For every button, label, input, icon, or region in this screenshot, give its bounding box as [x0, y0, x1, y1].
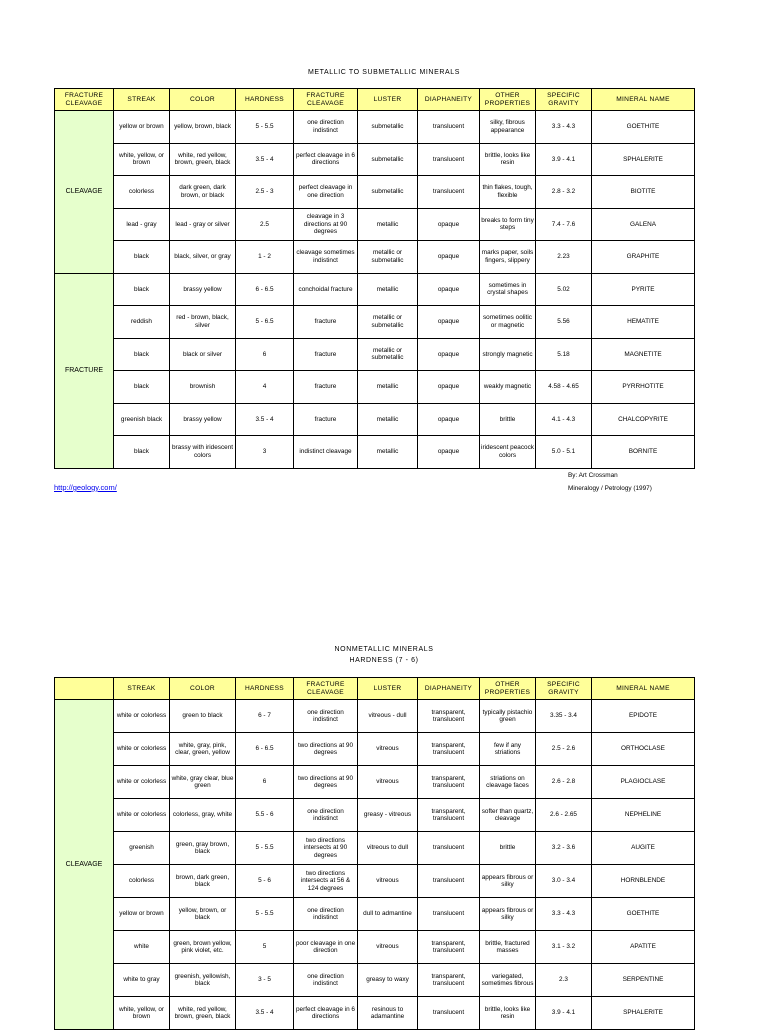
luster-cell: submetallic — [358, 176, 418, 209]
specific-gravity-cell: 7.4 - 7.6 — [536, 208, 592, 241]
luster-cell: greasy - vitreous — [358, 799, 418, 832]
diaphaneity-cell: translucent — [418, 997, 480, 1030]
diaphaneity-cell: opaque — [418, 241, 480, 274]
fracture-cell: two directions intersects at 56 & 124 degrees — [294, 865, 358, 898]
table2-subtitle: HARDNESS (7 - 6) — [349, 657, 419, 664]
fracture-cell: cleavage in 3 directions at 90 degrees — [294, 208, 358, 241]
hardness-cell: 3 — [236, 436, 294, 469]
streak-cell: greenish — [114, 832, 170, 865]
other-properties-cell: variegated, sometimes fibrous — [480, 964, 536, 997]
other-properties-cell: softer than quartz, cleavage — [480, 799, 536, 832]
other-properties-cell: breaks to form tiny steps — [480, 208, 536, 241]
table-row — [55, 208, 695, 241]
fracture-cell: one direction indistinct — [294, 111, 358, 144]
specific-gravity-cell: 3.2 - 3.6 — [536, 832, 592, 865]
fracture-cell: conchoidal fracture — [294, 273, 358, 306]
streak-cell: white or colorless — [114, 766, 170, 799]
mineral-name-cell: GRAPHITE — [592, 241, 695, 274]
diaphaneity-cell: translucent — [418, 176, 480, 209]
color-cell: brown, dark green, black — [170, 865, 236, 898]
table-row — [55, 371, 695, 404]
table-row — [55, 403, 695, 436]
luster-cell: vitreous — [358, 766, 418, 799]
luster-cell: vitreous — [358, 733, 418, 766]
diaphaneity-cell: transparent, translucent — [418, 766, 480, 799]
luster-cell: resinous to adamantine — [358, 997, 418, 1030]
fracture-cell: one direction indistinct — [294, 700, 358, 733]
luster-cell: metallic or submetallic — [358, 338, 418, 371]
fracture-cell: fracture — [294, 403, 358, 436]
specific-gravity-cell: 3.3 - 4.3 — [536, 898, 592, 931]
color-cell: black or silver — [170, 338, 236, 371]
specific-gravity-cell: 5.56 — [536, 306, 592, 339]
credit-author: By: Art Crossman — [568, 472, 618, 479]
diaphaneity-cell: transparent, translucent — [418, 931, 480, 964]
header-cell: STREAK — [114, 89, 170, 111]
other-properties-cell: strongly magnetic — [480, 338, 536, 371]
luster-cell: metallic or submetallic — [358, 306, 418, 339]
streak-cell: black — [114, 273, 170, 306]
specific-gravity-cell: 3.9 - 4.1 — [536, 997, 592, 1030]
fracture-cell: cleavage sometimes indistinct — [294, 241, 358, 274]
hardness-cell: 5 - 6 — [236, 865, 294, 898]
diaphaneity-cell: transparent, translucent — [418, 964, 480, 997]
specific-gravity-cell: 3.35 - 3.4 — [536, 700, 592, 733]
hardness-cell: 3 - 5 — [236, 964, 294, 997]
header-cell: LUSTER — [358, 678, 418, 700]
color-cell: brassy yellow — [170, 403, 236, 436]
diaphaneity-cell: transparent, translucent — [418, 733, 480, 766]
header-cell: FRACTURE CLEAVAGE — [55, 89, 114, 111]
hardness-cell: 6 - 6.5 — [236, 733, 294, 766]
table-row — [55, 143, 695, 176]
streak-cell: white to gray — [114, 964, 170, 997]
specific-gravity-cell: 4.1 - 4.3 — [536, 403, 592, 436]
color-cell: greenish, yellowish, black — [170, 964, 236, 997]
specific-gravity-cell: 2.6 - 2.65 — [536, 799, 592, 832]
other-properties-cell: typically pistachio green — [480, 700, 536, 733]
specific-gravity-cell: 2.5 - 2.6 — [536, 733, 592, 766]
table-row — [55, 338, 695, 371]
mineral-name-cell: BIOTITE — [592, 176, 695, 209]
header-cell: DIAPHANEITY — [418, 89, 480, 111]
specific-gravity-cell: 5.02 — [536, 273, 592, 306]
header-cell: MINERAL NAME — [592, 678, 695, 700]
mineral-name-cell: PLAGIOCLASE — [592, 766, 695, 799]
diaphaneity-cell: translucent — [418, 832, 480, 865]
other-properties-cell: sometimes oolitic or magnetic — [480, 306, 536, 339]
fracture-cell: poor cleavage in one direction — [294, 931, 358, 964]
header-cell: MINERAL NAME — [592, 89, 695, 111]
fracture-cell: indistinct cleavage — [294, 436, 358, 469]
header-cell: HARDNESS — [236, 89, 294, 111]
specific-gravity-cell: 2.8 - 3.2 — [536, 176, 592, 209]
header-cell: LUSTER — [358, 89, 418, 111]
hardness-cell: 6 - 6.5 — [236, 273, 294, 306]
specific-gravity-cell: 2.23 — [536, 241, 592, 274]
mineral-name-cell: CHALCOPYRITE — [592, 403, 695, 436]
table-row — [55, 306, 695, 339]
mineral-name-cell: PYRRHOTITE — [592, 371, 695, 404]
header-cell: SPECIFIC GRAVITY — [536, 89, 592, 111]
streak-cell: white or colorless — [114, 799, 170, 832]
mineral-name-cell: SERPENTINE — [592, 964, 695, 997]
mineral-name-cell: APATITE — [592, 931, 695, 964]
streak-cell: reddish — [114, 306, 170, 339]
table2-title: NONMETALLIC MINERALS — [334, 646, 434, 653]
color-cell: green, brown yellow, pink violet, etc. — [170, 931, 236, 964]
other-properties-cell: brittle, looks like resin — [480, 143, 536, 176]
mineral-name-cell: GOETHITE — [592, 111, 695, 144]
table-row — [55, 832, 695, 865]
fracture-cell: one direction indistinct — [294, 799, 358, 832]
other-properties-cell: silky, fibrous appearance — [480, 111, 536, 144]
mineral-name-cell: GALENA — [592, 208, 695, 241]
other-properties-cell: thin flakes, tough, flexible — [480, 176, 536, 209]
streak-cell: yellow or brown — [114, 898, 170, 931]
other-properties-cell: weakly magnetic — [480, 371, 536, 404]
table-row — [55, 241, 695, 274]
streak-cell: black — [114, 241, 170, 274]
streak-cell: colorless — [114, 176, 170, 209]
table-row — [55, 111, 695, 144]
fracture-cell: two directions at 90 degrees — [294, 733, 358, 766]
header-cell: COLOR — [170, 678, 236, 700]
fracture-cell: perfect cleavage in 6 directions — [294, 143, 358, 176]
header-cell — [55, 678, 114, 700]
fracture-cell: fracture — [294, 338, 358, 371]
mineral-name-cell: SPHALERITE — [592, 997, 695, 1030]
streak-cell: yellow or brown — [114, 111, 170, 144]
table-row — [55, 898, 695, 931]
fracture-cell: perfect cleavage in 6 directions — [294, 997, 358, 1030]
table-row — [55, 997, 695, 1030]
table-row — [55, 799, 695, 832]
specific-gravity-cell: 2.3 — [536, 964, 592, 997]
fracture-cell: fracture — [294, 306, 358, 339]
specific-gravity-cell: 3.1 - 3.2 — [536, 931, 592, 964]
color-cell: lead - gray or silver — [170, 208, 236, 241]
specific-gravity-cell: 4.58 - 4.65 — [536, 371, 592, 404]
header-row — [55, 678, 695, 700]
diaphaneity-cell: opaque — [418, 436, 480, 469]
luster-cell: vitreous - dull — [358, 700, 418, 733]
luster-cell: greasy to waxy — [358, 964, 418, 997]
header-cell: DIAPHANEITY — [418, 678, 480, 700]
mineral-name-cell: PYRITE — [592, 273, 695, 306]
table-row — [55, 700, 695, 733]
table-row — [55, 931, 695, 964]
luster-cell: submetallic — [358, 111, 418, 144]
header-row — [55, 89, 695, 111]
other-properties-cell: brittle, looks like resin — [480, 997, 536, 1030]
luster-cell: metallic — [358, 208, 418, 241]
group-label-cell: FRACTURE — [55, 273, 114, 468]
diaphaneity-cell: transparent, translucent — [418, 700, 480, 733]
hardness-cell: 3.5 - 4 — [236, 997, 294, 1030]
diaphaneity-cell: transparent, translucent — [418, 799, 480, 832]
color-cell: white, red yellow, brown, green, black — [170, 997, 236, 1030]
mineral-name-cell: AUGITE — [592, 832, 695, 865]
diaphaneity-cell: opaque — [418, 403, 480, 436]
other-properties-cell: appears fibrous or silky — [480, 865, 536, 898]
other-properties-cell: sometimes in crystal shapes — [480, 273, 536, 306]
header-cell: FRACTURE CLEAVAGE — [294, 89, 358, 111]
luster-cell: metallic or submetallic — [358, 241, 418, 274]
table-row — [55, 964, 695, 997]
color-cell: yellow, brown, black — [170, 111, 236, 144]
diaphaneity-cell: opaque — [418, 273, 480, 306]
specific-gravity-cell: 2.6 - 2.8 — [536, 766, 592, 799]
header-cell: OTHER PROPERTIES — [480, 89, 536, 111]
specific-gravity-cell: 3.0 - 3.4 — [536, 865, 592, 898]
color-cell: colorless, gray, white — [170, 799, 236, 832]
header-cell: HARDNESS — [236, 678, 294, 700]
hardness-cell: 4 — [236, 371, 294, 404]
fracture-cell: two directions intersects at 90 degrees — [294, 832, 358, 865]
nonmetallic-minerals-table — [54, 677, 695, 1030]
diaphaneity-cell: translucent — [418, 898, 480, 931]
streak-cell: white, yellow, or brown — [114, 997, 170, 1030]
diaphaneity-cell: opaque — [418, 208, 480, 241]
luster-cell: vitreous to dull — [358, 832, 418, 865]
mineral-name-cell: EPIDOTE — [592, 700, 695, 733]
diaphaneity-cell: translucent — [418, 111, 480, 144]
header-cell: FRACTURE CLEAVAGE — [294, 678, 358, 700]
mineral-name-cell: HORNBLENDE — [592, 865, 695, 898]
luster-cell: metallic — [358, 403, 418, 436]
streak-cell: black — [114, 371, 170, 404]
color-cell: white, red yellow, brown, green, black — [170, 143, 236, 176]
streak-cell: black — [114, 338, 170, 371]
header-cell: OTHER PROPERTIES — [480, 678, 536, 700]
streak-cell: black — [114, 436, 170, 469]
color-cell: red - brown, black, silver — [170, 306, 236, 339]
specific-gravity-cell: 5.0 - 5.1 — [536, 436, 592, 469]
group-label-cell: CLEAVAGE — [55, 700, 114, 1030]
diaphaneity-cell: opaque — [418, 338, 480, 371]
color-cell: brassy yellow — [170, 273, 236, 306]
table-row — [55, 436, 695, 469]
diaphaneity-cell: opaque — [418, 371, 480, 404]
luster-cell: metallic — [358, 436, 418, 469]
table-row — [55, 733, 695, 766]
header-cell: COLOR — [170, 89, 236, 111]
hardness-cell: 5 - 5.5 — [236, 832, 294, 865]
other-properties-cell: marks paper, soils fingers, slippery — [480, 241, 536, 274]
fracture-cell: two directions at 90 degrees — [294, 766, 358, 799]
hardness-cell: 5 - 6.5 — [236, 306, 294, 339]
specific-gravity-cell: 3.3 - 4.3 — [536, 111, 592, 144]
hardness-cell: 6 — [236, 766, 294, 799]
hardness-cell: 2.5 - 3 — [236, 176, 294, 209]
fracture-cell: one direction indistinct — [294, 964, 358, 997]
hardness-cell: 3.5 - 4 — [236, 143, 294, 176]
table-row — [55, 273, 695, 306]
hardness-cell: 5 - 5.5 — [236, 111, 294, 144]
other-properties-cell: appears fibrous or silky — [480, 898, 536, 931]
table-row — [55, 176, 695, 209]
specific-gravity-cell: 5.18 — [536, 338, 592, 371]
hardness-cell: 3.5 - 4 — [236, 403, 294, 436]
color-cell: dark green, dark brown, or black — [170, 176, 236, 209]
luster-cell: submetallic — [358, 143, 418, 176]
table1-title: METALLIC TO SUBMETALLIC MINERALS — [307, 69, 461, 76]
specific-gravity-cell: 3.9 - 4.1 — [536, 143, 592, 176]
fracture-cell: perfect cleavage in one direction — [294, 176, 358, 209]
other-properties-cell: striations on cleavage faces — [480, 766, 536, 799]
mineral-name-cell: MAGNETITE — [592, 338, 695, 371]
color-cell: yellow, brown, or black — [170, 898, 236, 931]
table-row — [55, 865, 695, 898]
color-cell: green, gray brown, black — [170, 832, 236, 865]
diaphaneity-cell: translucent — [418, 865, 480, 898]
streak-cell: white or colorless — [114, 733, 170, 766]
luster-cell: dull to admantine — [358, 898, 418, 931]
luster-cell: vitreous — [358, 931, 418, 964]
mineral-name-cell: SPHALERITE — [592, 143, 695, 176]
mineral-name-cell: HEMATITE — [592, 306, 695, 339]
other-properties-cell: brittle, fractured masses — [480, 931, 536, 964]
geology-link[interactable]: http://geology.com/ — [54, 483, 117, 492]
streak-cell: white or colorless — [114, 700, 170, 733]
mineral-name-cell: BORNITE — [592, 436, 695, 469]
color-cell: white, gray clear, blue green — [170, 766, 236, 799]
color-cell: black, silver, or gray — [170, 241, 236, 274]
color-cell: green to black — [170, 700, 236, 733]
diaphaneity-cell: translucent — [418, 143, 480, 176]
fracture-cell: fracture — [294, 371, 358, 404]
streak-cell: colorless — [114, 865, 170, 898]
hardness-cell: 5 - 5.5 — [236, 898, 294, 931]
hardness-cell: 1 - 2 — [236, 241, 294, 274]
metallic-minerals-table — [54, 88, 695, 469]
fracture-cell: one direction indistinct — [294, 898, 358, 931]
header-cell: STREAK — [114, 678, 170, 700]
other-properties-cell: iridescent peacock colors — [480, 436, 536, 469]
mineral-name-cell: NEPHELINE — [592, 799, 695, 832]
group-label-cell: CLEAVAGE — [55, 111, 114, 274]
credit-course: Mineralogy / Petrology (1997) — [568, 485, 652, 492]
luster-cell: metallic — [358, 371, 418, 404]
streak-cell: white — [114, 931, 170, 964]
luster-cell: metallic — [358, 273, 418, 306]
table-row — [55, 766, 695, 799]
hardness-cell: 2.5 — [236, 208, 294, 241]
diaphaneity-cell: opaque — [418, 306, 480, 339]
header-cell: SPECIFIC GRAVITY — [536, 678, 592, 700]
color-cell: brownish — [170, 371, 236, 404]
hardness-cell: 5.5 - 6 — [236, 799, 294, 832]
streak-cell: lead - gray — [114, 208, 170, 241]
other-properties-cell: brittle — [480, 832, 536, 865]
streak-cell: white, yellow, or brown — [114, 143, 170, 176]
color-cell: white, gray, pink, clear, green, yellow — [170, 733, 236, 766]
other-properties-cell: brittle — [480, 403, 536, 436]
mineral-name-cell: ORTHOCLASE — [592, 733, 695, 766]
hardness-cell: 6 - 7 — [236, 700, 294, 733]
luster-cell: vitreous — [358, 865, 418, 898]
hardness-cell: 6 — [236, 338, 294, 371]
streak-cell: greenish black — [114, 403, 170, 436]
other-properties-cell: few if any striations — [480, 733, 536, 766]
mineral-name-cell: GOETHITE — [592, 898, 695, 931]
hardness-cell: 5 — [236, 931, 294, 964]
color-cell: brassy with iridescent colors — [170, 436, 236, 469]
